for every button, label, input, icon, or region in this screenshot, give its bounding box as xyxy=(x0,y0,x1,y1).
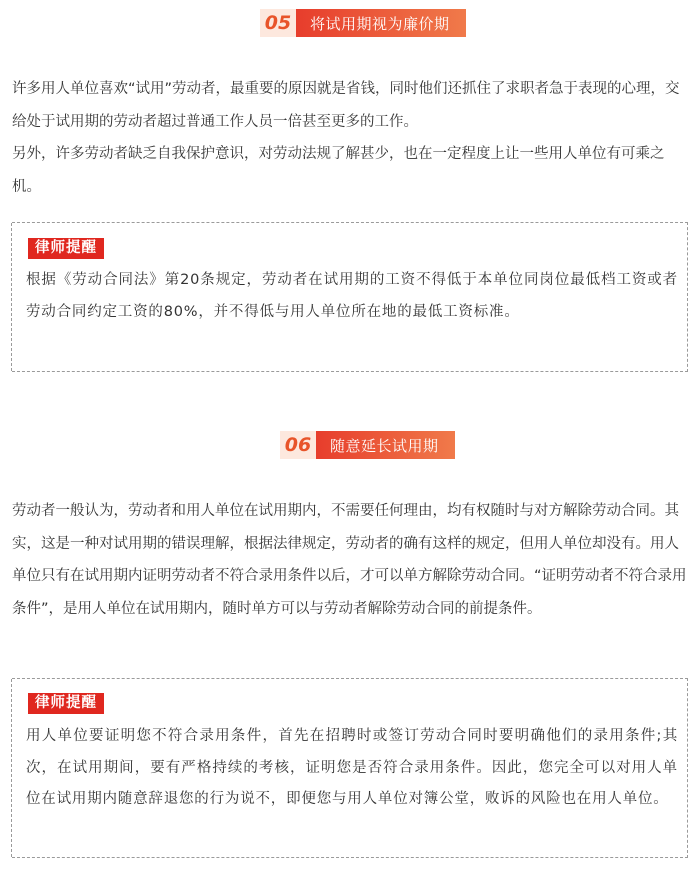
tip-text: 根据《劳动合同法》第20条规定，劳动者在试用期的工资不得低于本单位同岗位最低档工资或者劳动合同约定工资的80%，并不得低与用人单位所在地的最低工资标准。 xyxy=(26,272,678,320)
section-header-06 xyxy=(280,431,455,459)
lawyer-tip-box xyxy=(12,222,688,372)
tip-label: 律师提醒 xyxy=(28,238,104,259)
body-paragraph: 劳动者一般认为，劳动者和用人单位在试用期内，不需要任何理由，均有权随时与对方解除劳动合同。其实，这是一种对试用期的错误理解，根据法律规定，劳动者的确有这样的规定，但用人单位却没有。用人单位只有在试用期内证明劳动者不符合录用条件以后，才可以单方解除劳动合同。“证明劳动者不符合录用条件”，是用人单位在试用期内，随时单方可以与劳动者解除劳动合同的前提条件。 xyxy=(12,503,687,617)
body-paragraph: 另外，许多劳动者缺乏自我保护意识，对劳动法规了解甚少，也在一定程度上让一些用人单位有可乘之机。 xyxy=(12,146,665,195)
tip-label: 律师提醒 xyxy=(28,693,104,714)
tip-text: 用人单位要证明您不符合录用条件，首先在招聘时或签订劳动合同时要明确他们的录用条件;其次，在试用期间，要有严格持续的考核，证明您是否符合录用条件。因此，您完全可以对用人单位在试用期内随意辞退您的行为说不，即便您与用人单位对簿公堂，败诉的风险也在用人单位。 xyxy=(26,728,678,807)
lawyer-tip-box xyxy=(12,678,688,858)
section-header-05 xyxy=(260,9,466,37)
section-number-badge: 06 xyxy=(280,431,316,459)
section-number-badge: 05 xyxy=(260,9,296,37)
section-title: 随意延长试用期 xyxy=(316,431,455,459)
section-title: 将试用期视为廉价期 xyxy=(296,9,466,37)
body-paragraph: 许多用人单位喜欢“试用”劳动者，最重要的原因就是省钱，同时他们还抓住了求职者急于表现的心理，交给处于试用期的劳动者超过普通工作人员一倍甚至更多的工作。 xyxy=(12,81,680,130)
